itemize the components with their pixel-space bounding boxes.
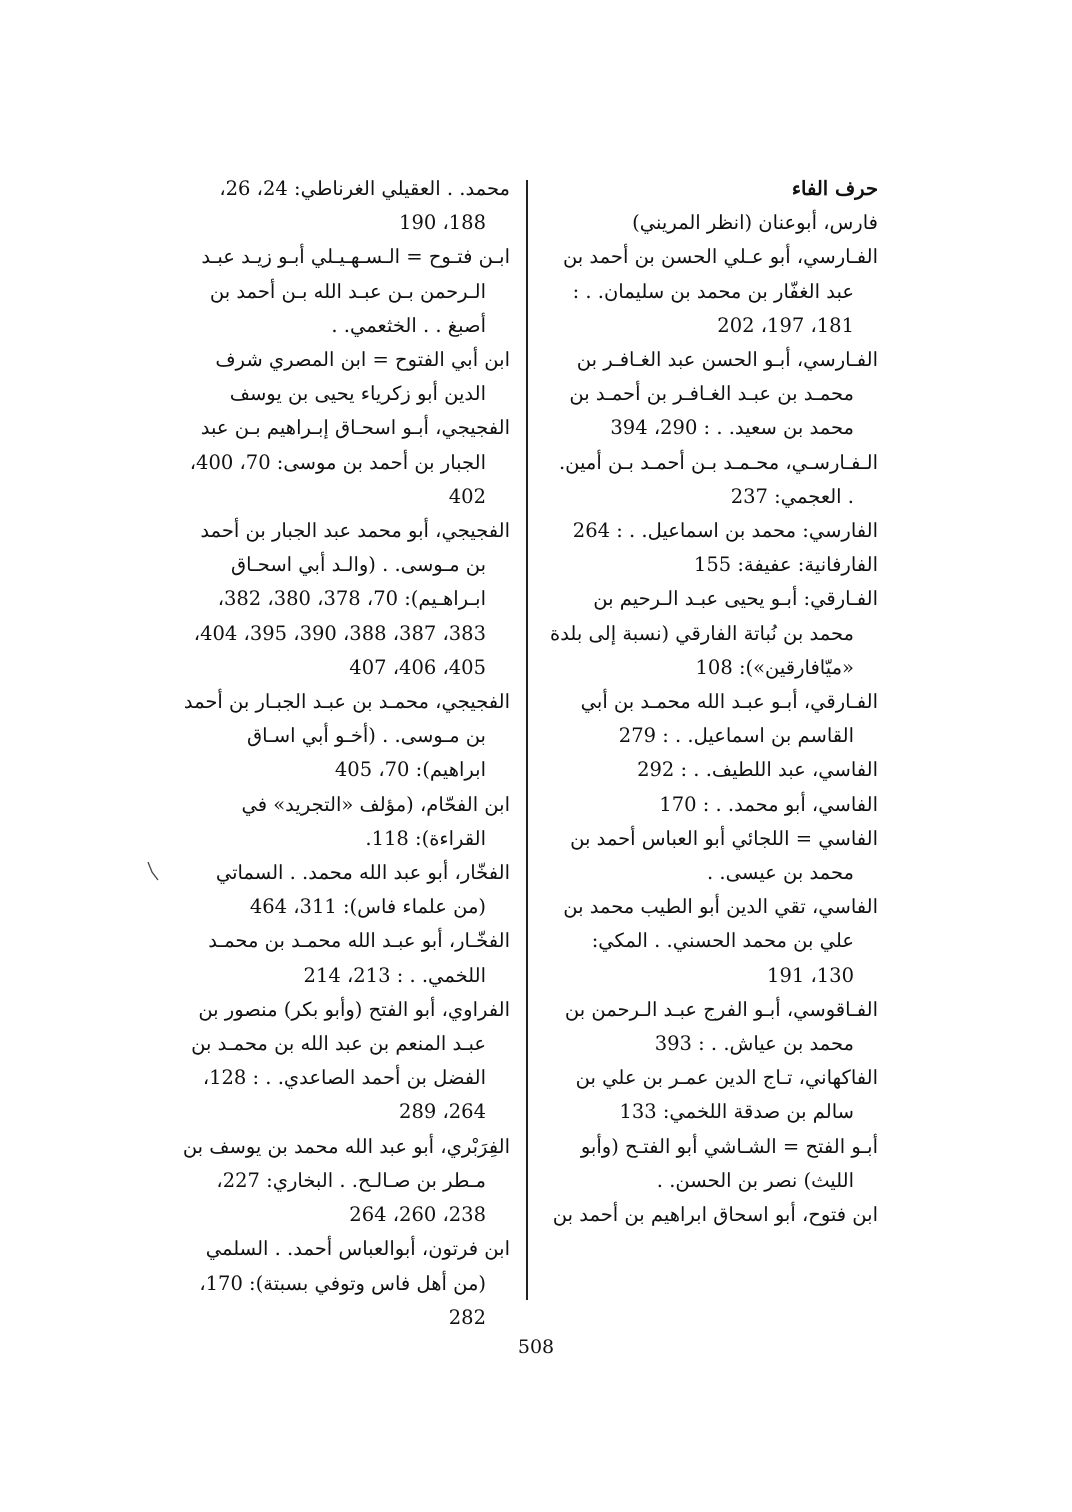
index-entry: ابن الفحّام، (مؤلف «التجريد» في القراءة): 118. (241, 792, 510, 850)
index-entry: الفـارقي: أبـو يحيى عبـد الـرحيم بن محمد بن نُباتة الفارقي (نسبة إلى بلدة «ميّافارقين»): 108 (549, 587, 878, 679)
index-entry: محمد. . العقيلي الغرناطي: 24، 26، 188، 190 (219, 177, 510, 235)
index-entry: الفاسي، تقي الدين أبو الطيب محمد بن علي بن محمد الحسني. . المكي: 130، 191 (563, 895, 878, 987)
index-entry: الفـارسي، أبو عـلي الحسن بن أحمد بن عبد الغفّار بن محمد بن سليمان. . : 181، 197، 202 (562, 245, 878, 337)
index-entry: الفجيجي، محمـد بن عبـد الجبـار بن أحمد بن مـوسى. . (أخـو أبي اسـاق ابراهيم): 70، 405 (183, 690, 510, 782)
index-entry: الفارسي: محمد بن اسماعيل. . : 264 (572, 519, 878, 543)
index-entry: الفاسي = اللجائي أبو العباس أحمد بن محمد بن عيسى. . (570, 826, 878, 885)
index-entry: أبـو الفتح = الشـاشي أبو الفتـح (وأبو الليث) نصر بن الحسن. . (580, 1134, 878, 1192)
index-entry: الفاسي، عبد اللطيف. . : 292 (637, 758, 878, 782)
page-number: 508 (517, 1336, 555, 1358)
index-entry: الفجيجي، أبو محمد عبد الجبار بن أحمد بن مـوسى. . (والـد أبي اسحـاق ابـراهـيم): 70، 378، 380، 382، 383، 387، 388، 390، 395، 404، 405، 406، 407 (193, 519, 510, 679)
index-entry: الفـاقوسي، أبـو الفرج عبـد الـرحمن بن محمد بن عياش. . : 393 (564, 997, 878, 1056)
index-entry: فارس، أبوعنان (انظر المريني) (632, 211, 878, 235)
index-entry: الفراوي، أبو الفتح (وأبو بكر) منصور بن عبـد المنعم بن عبد الله بن محمـد بن الفضل بن أحمد الصاعدي. . : 128، 264، 289 (191, 997, 510, 1124)
index-entry: الفاسي، أبو محمد. . : 170 (659, 792, 878, 816)
index-entry: ابن فرتون، أبوالعباس أحمد. . السلمي (من أهل فاس وتوفي بسبتة): 170، 282 (199, 1237, 510, 1329)
index-entry: الفـارسي، أبـو الحسن عبد الغـافـر بن محمـد بن عبـد الغـافـر بن أحمـد بن محمد بن سعيد. . : 290، 394 (569, 348, 878, 440)
column-divider (526, 180, 528, 1300)
index-entry: ابن فتوح، أبو اسحاق ابراهيم بن أحمد بن (552, 1203, 878, 1227)
index-entry: الفاكهاني، تـاج الدين عمـر بن علي بن سالم بن صدقة اللخمي: 133 (575, 1066, 878, 1124)
index-entry: الفارفانية: عفيفة: 155 (693, 553, 878, 577)
index-entry: ابن أبي الفتوح = ابن المصري شرف الدين أبو زكرياء يحيى بن يوسف (215, 348, 510, 406)
index-entry: الفخّـار، أبو عبـد الله محمـد بن محمـد اللخمي. . : 213، 214 (208, 929, 510, 987)
index-entry: الفجيجي، أبـو اسحـاق إبـراهيم بـن عبد الجبار بن أحمد بن موسى: 70، 400، 402 (189, 416, 510, 508)
index-entry: الـفـارسـي، محـمـد بـن أحمـد بـن أمين. . العجمي: 237 (558, 450, 878, 508)
index-entry: الفِرَبْري، أبو عبد الله محمد بن يوسف بن مـطر بن صـالـح. . البخاري: 227، 238، 260، 264 (182, 1134, 510, 1227)
index-entry: الفـارقي، أبـو عبـد الله محمـد بن أبي القاسم بن اسماعيل. . : 279 (580, 690, 878, 748)
index-column-left (180, 172, 510, 1335)
index-column-right (548, 172, 878, 1232)
index-entry: الفخّار، أبو عبد الله محمد. . السماتي (من علماء فاس): 311، 464 (215, 861, 510, 919)
section-heading: حرف الفاء (791, 177, 878, 200)
stray-pen-mark (146, 860, 160, 882)
index-entry: ابـن فتـوح = الـسـهـيـلي أبـو زيـد عبـد الـرحمن بـن عبـد الله بـن أحمد بن أصبغ . . الخثعمي. . (201, 245, 510, 337)
